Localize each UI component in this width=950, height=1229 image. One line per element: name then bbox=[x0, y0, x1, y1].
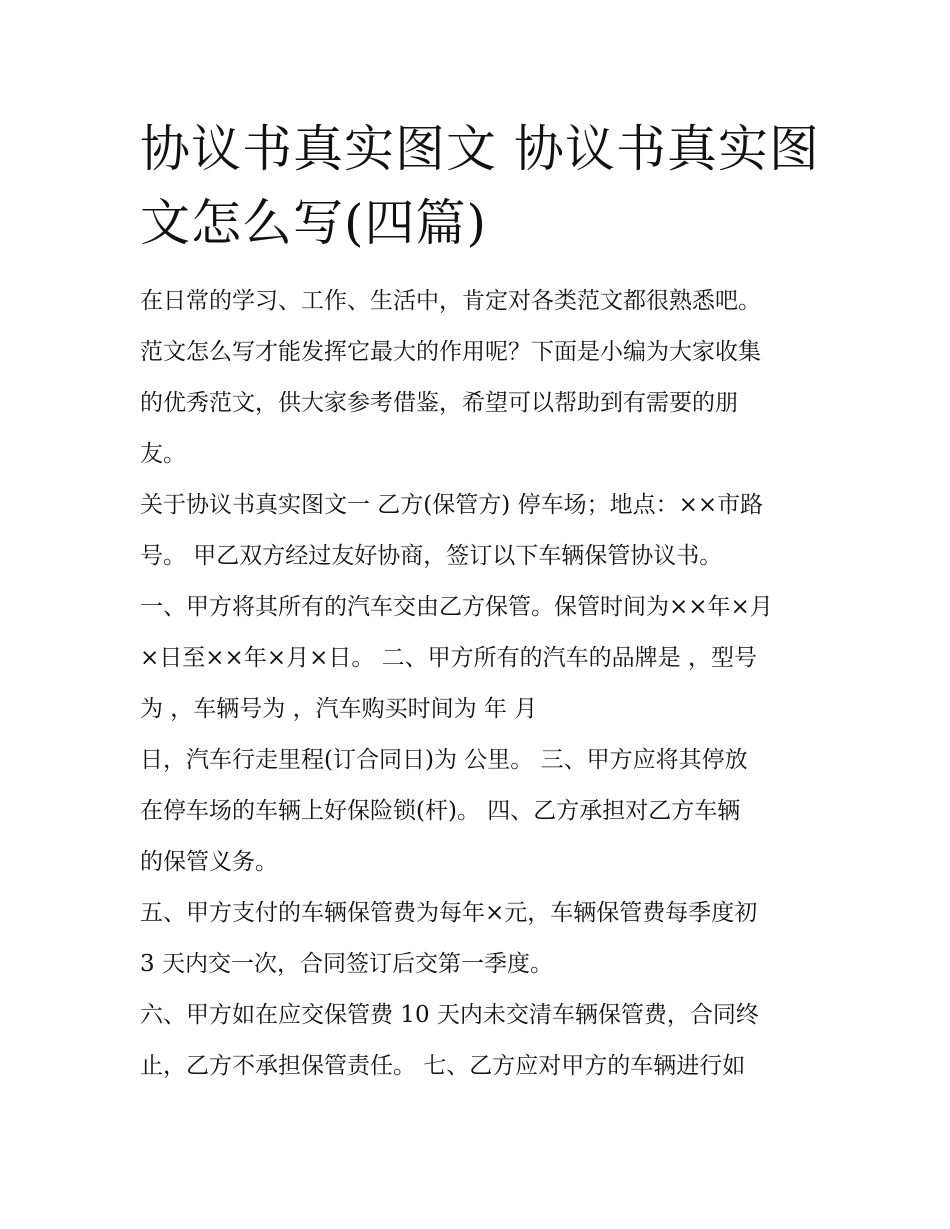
body-line: 一、甲方将其所有的汽车交由乙方保管。保管时间为××年×月 bbox=[140, 594, 773, 620]
body-line: 关于协议书真实图文一 乙方(保管方) 停车场；地点：××市路 bbox=[140, 492, 764, 518]
title-line: 协议书真实图文 协议书真实图 bbox=[140, 120, 820, 178]
body-line: 日，汽车行走里程(订合同日)为 公里。 三、甲方应将其停放 bbox=[140, 747, 748, 773]
body-line: 的保管义务。 bbox=[140, 849, 278, 875]
body-line: 号。 甲乙双方经过友好协商，签订以下车辆保管协议书。 bbox=[140, 543, 723, 569]
body-line: 在日常的学习、工作、生活中，肯定对各类范文都很熟悉吧。 bbox=[140, 288, 761, 314]
document-body bbox=[140, 276, 820, 1092]
body-line: 为 ，车辆号为 ，汽车购买时间为 年 月 bbox=[140, 696, 538, 722]
body-line: 友。 bbox=[140, 441, 186, 467]
body-line: 在停车场的车辆上好保险锁(杆)。 四、乙方承担对乙方车辆 bbox=[140, 798, 741, 824]
title-line: 文怎么写(四篇) bbox=[140, 194, 488, 252]
body-line: 的优秀范文，供大家参考借鉴，希望可以帮助到有需要的朋 bbox=[140, 390, 738, 416]
body-line: 3 天内交一次，合同签订后交第一季度。 bbox=[140, 951, 553, 977]
body-line: 止，乙方不承担保管责任。 七、乙方应对甲方的车辆进行如 bbox=[140, 1053, 746, 1079]
body-line: 六、甲方如在应交保管费 10 天内未交清车辆保管费，合同终 bbox=[140, 1002, 759, 1028]
body-line: 五、甲方支付的车辆保管费为每年×元，车辆保管费每季度初 bbox=[140, 900, 758, 926]
body-line: 范文怎么写才能发挥它最大的作用呢？下面是小编为大家收集 bbox=[140, 339, 761, 365]
body-line: ×日至××年×月×日。 二、甲方所有的汽车的品牌是 ，型号 bbox=[140, 645, 757, 671]
document-title bbox=[140, 112, 820, 260]
